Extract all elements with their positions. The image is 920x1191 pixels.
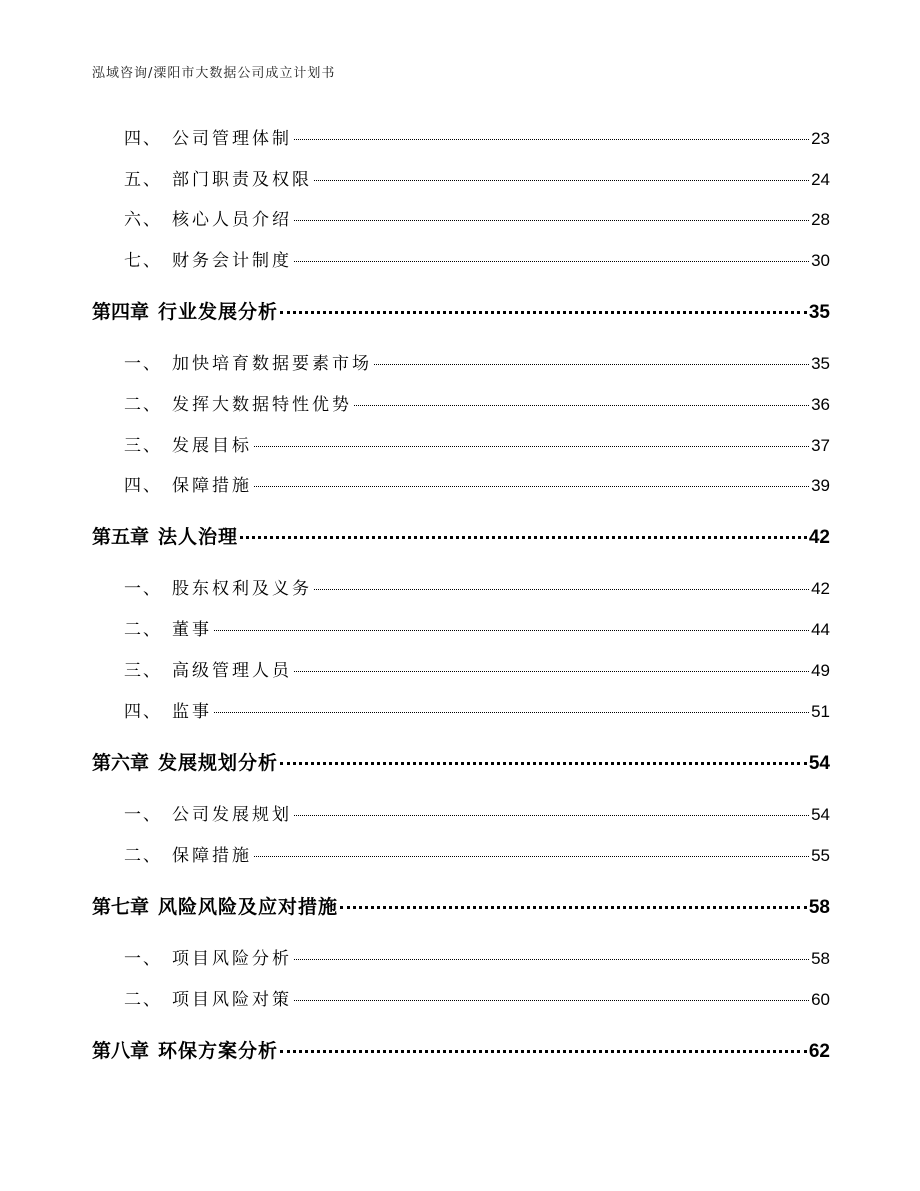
dot-leader [294,220,809,221]
toc-chapter-page: 54 [808,753,830,774]
toc-entry-title: 监事 [172,702,212,722]
toc-entry-number: 六、 [124,210,162,230]
dot-leader [280,1050,807,1053]
dot-leader [240,536,807,539]
toc-chapter-title: 法人治理 [158,526,239,548]
toc-entry-title: 发展目标 [172,436,252,456]
toc-entry-number: 一、 [124,579,162,599]
toc-entry-number: 一、 [124,354,162,374]
toc-entry-number: 二、 [124,395,162,415]
toc-entry-title: 加快培育数据要素市场 [172,354,372,374]
toc-entry-title: 项目风险对策 [172,990,292,1010]
toc-entry[interactable] [92,841,830,866]
dot-leader [280,762,807,765]
toc-chapter-title: 风险风险及应对措施 [158,896,339,918]
toc-entry-number: 四、 [124,702,162,722]
dot-leader [314,589,809,590]
dot-leader [294,671,809,672]
toc-entry-number: 一、 [124,805,162,825]
toc-entry-number: 二、 [124,620,162,640]
toc-chapter-title: 环保方案分析 [158,1040,279,1062]
toc-entry-number: 一、 [124,949,162,969]
toc-entry-page: 37 [811,436,830,455]
dot-leader [280,311,807,314]
toc-entry-page: 42 [811,579,830,598]
toc-entry[interactable] [92,349,830,374]
toc-entry-title: 部门职责及权限 [172,170,312,190]
toc-chapter-number: 第八章 [92,1040,150,1062]
toc-entry-page: 35 [811,354,830,373]
dot-leader [340,906,807,909]
toc-entry-title: 公司发展规划 [172,805,292,825]
toc-entry-page: 58 [811,949,830,968]
toc-entry-page: 23 [811,129,830,148]
toc-entry[interactable] [92,656,830,681]
toc-entry-title: 核心人员介绍 [172,210,292,230]
toc-entry-title: 股东权利及义务 [172,579,312,599]
toc-entry-number: 四、 [124,129,162,149]
toc-entry-number: 二、 [124,990,162,1010]
toc-entry[interactable] [92,431,830,456]
toc-entry[interactable] [92,246,830,271]
toc-entry-number: 二、 [124,846,162,866]
toc-entry-page: 54 [811,805,830,824]
toc-chapter-entry[interactable] [92,1036,830,1063]
toc-entry[interactable] [92,615,830,640]
toc-chapter-number: 第四章 [92,301,150,323]
toc-entry-page: 36 [811,395,830,414]
toc-chapter-entry[interactable] [92,297,830,324]
toc-chapter-entry[interactable] [92,892,830,919]
toc-entry-title: 保障措施 [172,846,252,866]
dot-leader [354,405,809,406]
toc-entry-number: 四、 [124,476,162,496]
toc-entry-page: 51 [811,702,830,721]
toc-entry[interactable] [92,574,830,599]
toc-entry-title: 公司管理体制 [172,129,292,149]
toc-chapter-page: 62 [808,1041,830,1062]
dot-leader [214,630,809,631]
dot-leader [314,180,809,181]
toc-entry[interactable] [92,205,830,230]
toc-chapter-page: 58 [808,897,830,918]
dot-leader [214,712,809,713]
toc-entry-page: 60 [811,990,830,1009]
dot-leader [254,486,809,487]
toc-chapter-entry[interactable] [92,522,830,549]
toc-entry-title: 财务会计制度 [172,251,292,271]
toc-chapter-page: 35 [808,302,830,323]
toc-chapter-title: 发展规划分析 [158,752,279,774]
toc-entry[interactable] [92,944,830,969]
toc-chapter-entry[interactable] [92,748,830,775]
toc-entry-page: 24 [811,170,830,189]
toc-entry-page: 28 [811,210,830,229]
dot-leader [254,446,809,447]
toc-entry-page: 39 [811,476,830,495]
toc-entry-number: 五、 [124,170,162,190]
toc-entry[interactable] [92,985,830,1010]
toc-entry[interactable] [92,390,830,415]
toc-entry-title: 发挥大数据特性优势 [172,395,352,415]
toc-entry-page: 44 [811,620,830,639]
dot-leader [294,959,809,960]
toc-entry[interactable] [92,124,830,149]
toc-chapter-number: 第六章 [92,752,150,774]
toc-chapter-number: 第七章 [92,896,150,918]
toc-entry-number: 三、 [124,661,162,681]
toc-entry-title: 项目风险分析 [172,949,292,969]
dot-leader [254,856,809,857]
dot-leader [294,261,809,262]
toc-entry[interactable] [92,697,830,722]
toc-entry-page: 49 [811,661,830,680]
toc-entry-number: 三、 [124,436,162,456]
toc-entry-page: 30 [811,251,830,270]
toc-entry-page: 55 [811,846,830,865]
toc-entry-title: 董事 [172,620,212,640]
toc-chapter-title: 行业发展分析 [158,301,279,323]
toc-entry-title: 高级管理人员 [172,661,292,681]
dot-leader [294,1000,809,1001]
dot-leader [294,139,809,140]
dot-leader [374,364,809,365]
toc-entry-title: 保障措施 [172,476,252,496]
toc-entry[interactable] [92,471,830,496]
toc-chapter-page: 42 [808,527,830,548]
toc-chapter-number: 第五章 [92,526,150,548]
toc-entry-number: 七、 [124,251,162,271]
toc-entry[interactable] [92,165,830,190]
toc-entry[interactable] [92,800,830,825]
dot-leader [294,815,809,816]
running-header: 泓域咨询/溧阳市大数据公司成立计划书 [92,66,336,81]
